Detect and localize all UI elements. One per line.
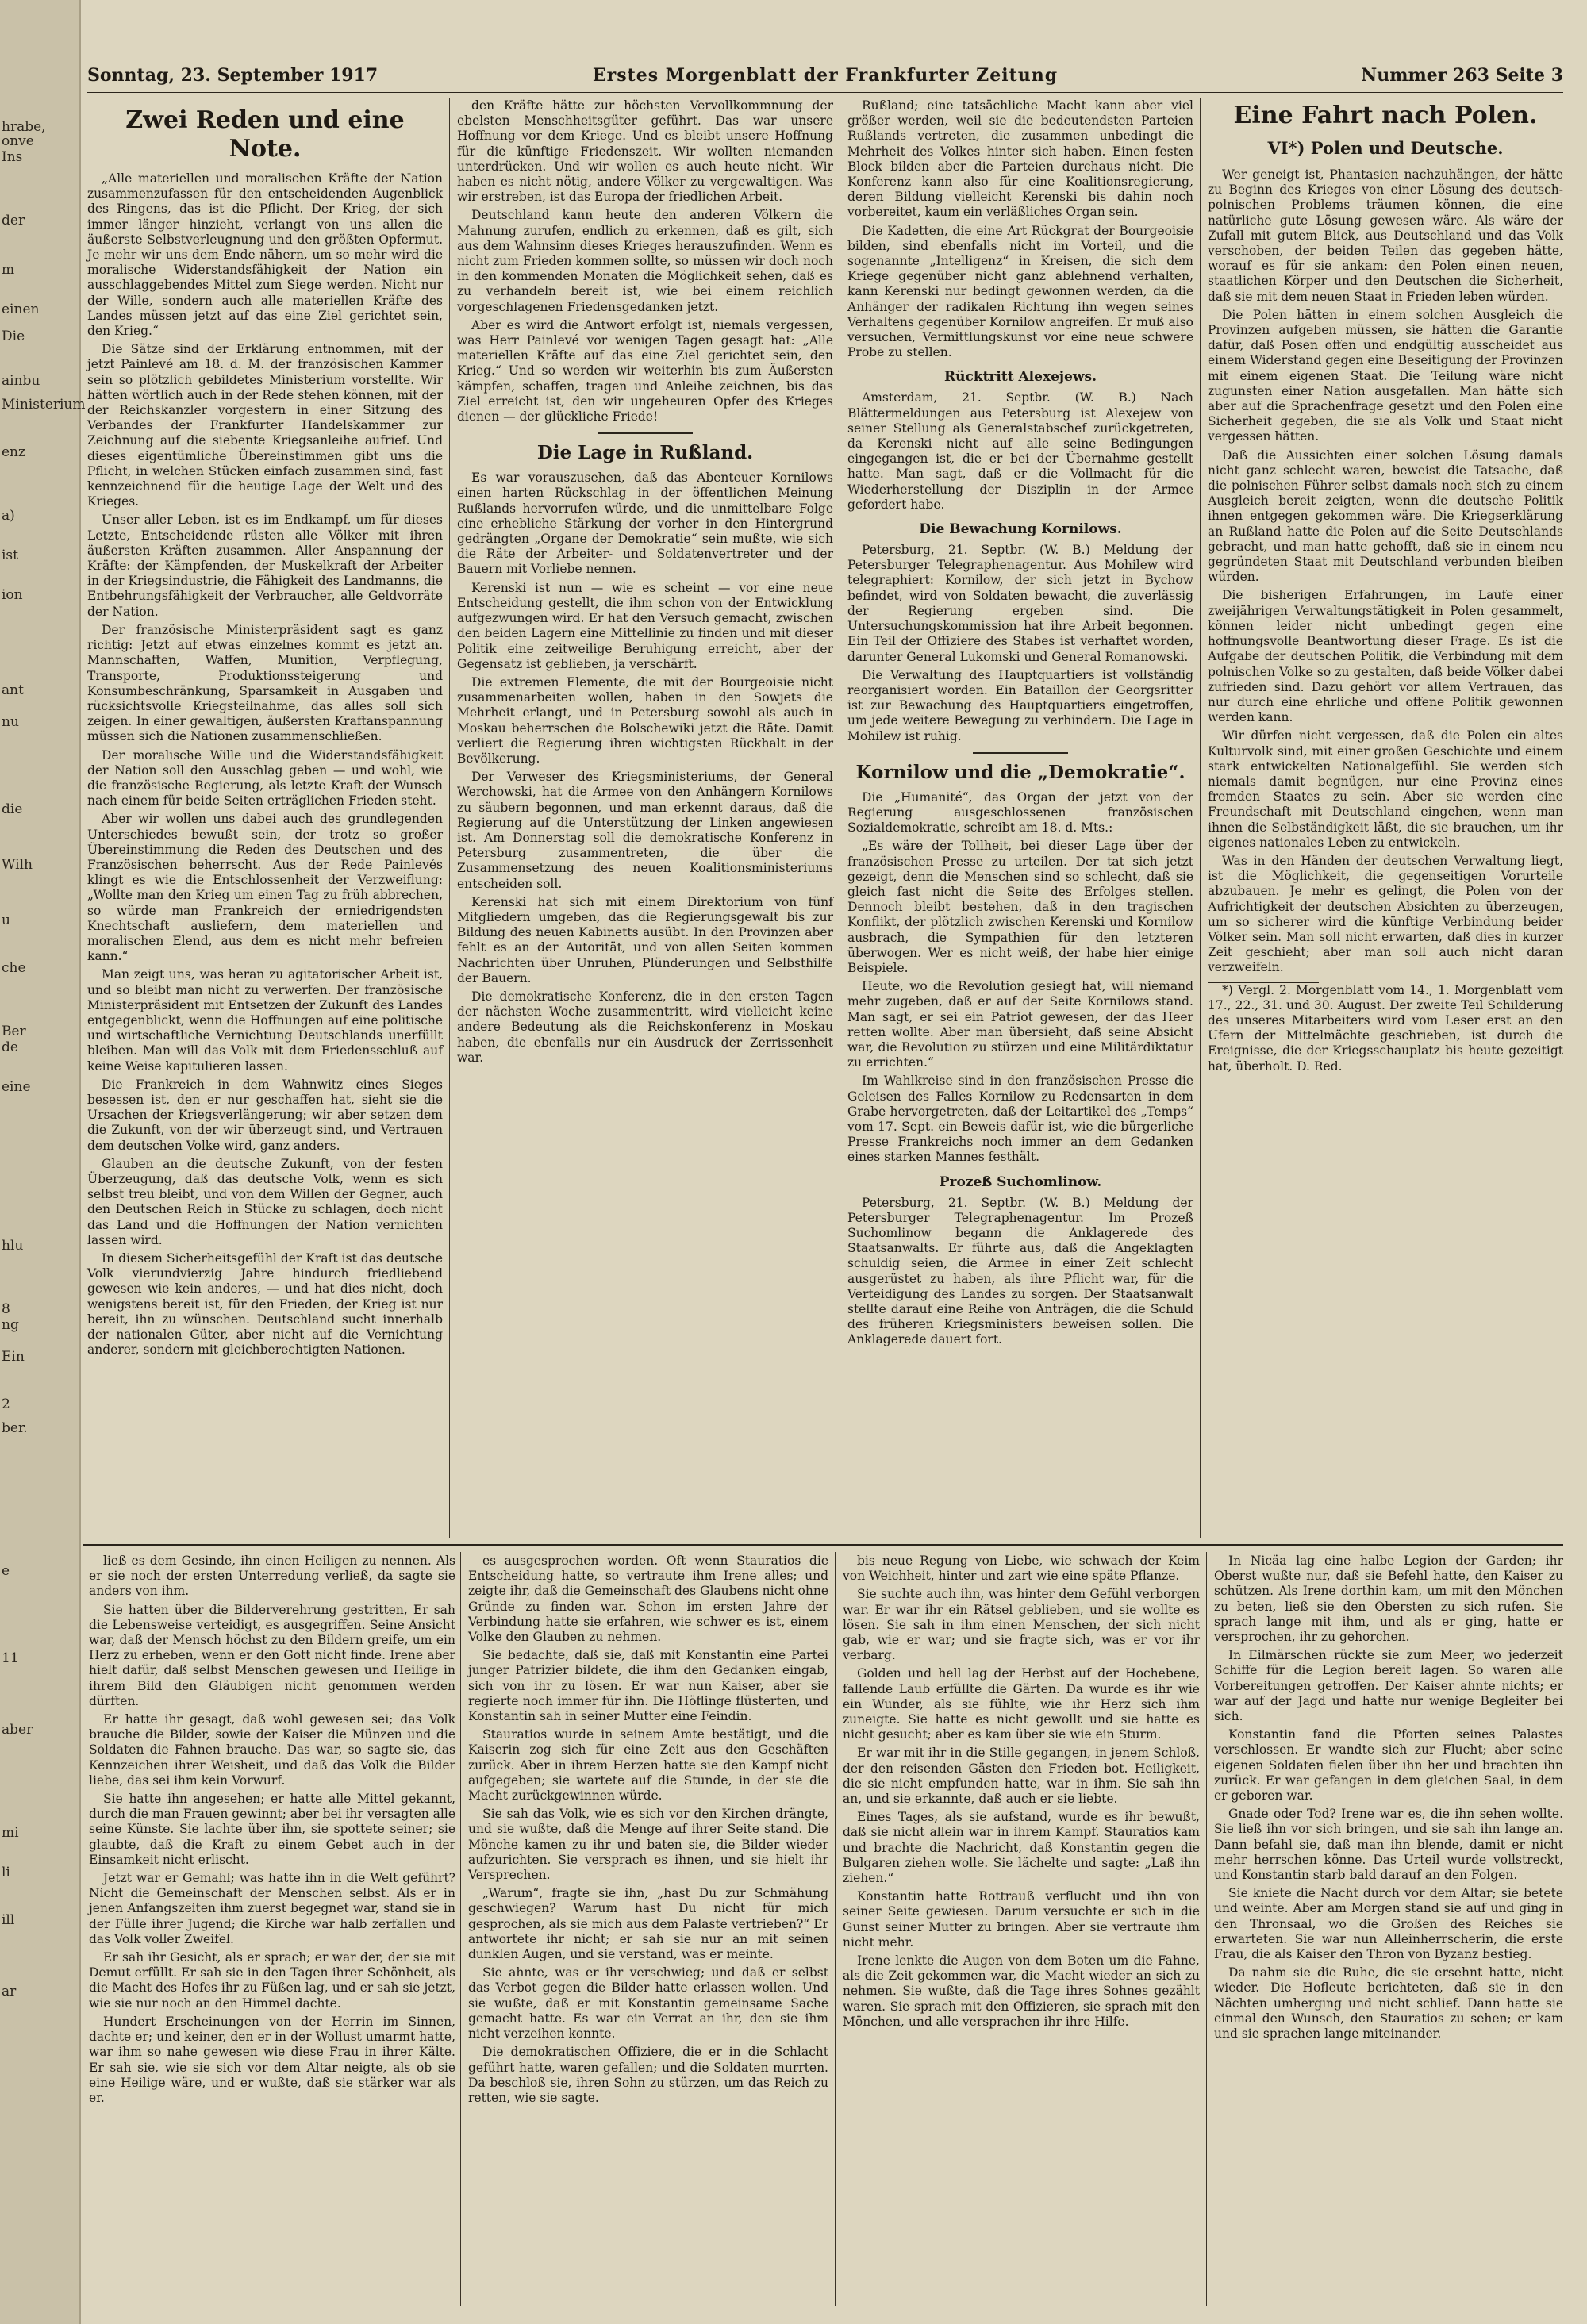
paragraph: Glauben an die deutsche Zukunft, von der festen Überzeugung, daß das deutsche Volk, wenn es sich selbst treu bleibt, und von dem Willen der Gegner, auch den Deutschen Reich in Stücke zu schlagen, doch nicht das Land und die Hoffnungen der Nation vernichten lassen wird. (87, 1156, 443, 1247)
page-header (87, 65, 1563, 94)
paragraph: Sie ahnte, was er ihr verschwieg; und daß er selbst das Verbot gegen die Bilder hatte erlassen wollen. Und sie wußte, daß er mit Konstantin gemeinsame Sache gemacht hatte. Es war ein Verrat an ihr, den sie ihm nicht verzeihen konnte. (468, 1965, 828, 2042)
paragraph: Die bisherigen Erfahrungen, im Laufe einer zweijährigen Verwaltungstätigkeit in Polen gesammelt, können leider nicht unbedingt gegen eine hoffnungsvolle Beantwortung dieser Frage. Es ist die Aufgabe der deutschen Politik, die Verbindung mit dem polnischen Volke so zu gestalten, daß beide Völker dabei zufrieden sind. Dazu gehört vor allem Vertrauen, das nur durch eine ehrliche und offene Politik gewonnen werden kann. (1208, 588, 1563, 725)
column-rule (449, 98, 450, 1538)
margin-fragment: Ministerium (2, 397, 86, 413)
paragraph: Gnade oder Tod? Irene war es, die ihn sehen wollte. Sie ließ ihn vor sich bringen, und sie sah ihn lange an. Dann befahl sie, daß man ihn blende, damit er nicht mehr herrschen könne. Das Urteil wurde vollstreckt, und Konstantin starb bald darauf an den Folgen. (1214, 1807, 1563, 1883)
margin-fragment: die (2, 801, 23, 817)
paragraph: Rußland; eine tatsächliche Macht kann aber viel größer werden, weil sie die bedeutendsten Parteien Rußlands vertreten, die zusammen unbedingt die Mehrheit des Volkes hinter sich haben. Einen festen Block bilden aber die Parteien durchaus nicht. Die Konferenz kann also für eine Koalitionsregierung, deren Bildung vielleicht Kerenski bis dahin noch vorbereitet, kaum ein verläßliches Organ sein. (847, 98, 1193, 220)
paragraph: Der Verweser des Kriegsministeriums, der General Werchowski, hat die Armee von den Anhängern Kornilows zu säubern begonnen, und man erkennt daraus, daß die Regierung auf die Unterstützung der Linken angewiesen ist. Am Donnerstag soll die demokratische Konferenz in Petersburg zusammentreten, die über die Zusammensetzung des neuen Koalitionsministeriums entscheiden soll. (457, 770, 833, 891)
footnote: *) Vergl. 2. Morgenblatt vom 14., 1. Morgenblatt vom 17., 22., 31. und 30. August. Der zweite Teil Schilderung des unseres Mitarbeiters wird vom Leser erst an den Ufern der Mittelmächte geschrieben, ist durch die Ereignisse, die der Kriegsschauplatz bis heute gezeitigt hat, überholt. D. Red. (1208, 982, 1563, 1074)
paragraph: Was in den Händen der deutschen Verwaltung liegt, ist die Möglichkeit, die gegenseitigen Vorurteile abzubauen. Je mehr es gelingt, die Polen von der Aufrichtigkeit der deutschen Absichten zu überzeugen, um so sicherer wird die künftige Verbindung beider Völker sein. Man soll nicht erwarten, daß dies in kurzer Zeit geschieht; aber man soll auch nicht daran verzweifeln. (1208, 853, 1563, 975)
margin-fragment: Wilh (2, 857, 33, 873)
section-heading: Die Bewachung Kornilows. (919, 521, 1122, 538)
paragraph: Kerenski ist nun — wie es scheint — vor eine neue Entscheidung gestellt, die ihm schon von der Entwicklung aufgezwungen wird. Er hat den Versuch gemacht, zwischen den beiden Lagern eine Mittellinie zu finden und mit dieser Politik eine zeitweilige Beruhigung erreicht, aber der Gegensatz ist geblieben, ja verschärft. (457, 580, 833, 671)
paragraph: Er hatte ihr gesagt, daß wohl gewesen sei; das Volk brauche die Bilder, sowie der Kaiser die Münzen und die Soldaten die Fahnen brauche. Das war, so sagte sie, das Kennzeichen ihrer Weisheit, und daß das Volk die Bilder liebe, das sei ihm kein Vorwurf. (89, 1712, 455, 1788)
paragraph: Eines Tages, als sie aufstand, wurde es ihr bewußt, daß sie nicht allein war in ihrem Kampf. Stauratios kam und brachte die Nachricht, daß Konstantin gegen die Bulgaren ziehen wolle. Sie lächelte und sagte: „Laß ihn ziehen.“ (843, 1810, 1200, 1886)
paragraph: In Eilmärschen rückte sie zum Meer, wo jederzeit Schiffe für die Legion bereit lagen. So waren alle Vorbereitungen getroffen. Der Kaiser ahnte nichts; er war auf der Jagd und hatte nur wenige Begleiter bei sich. (1214, 1648, 1563, 1724)
margin-fragment: u (2, 912, 10, 928)
article-body (847, 790, 1193, 1166)
paragraph: „Warum“, fragte sie ihn, „hast Du zur Schmähung geschwiegen? Warum hast Du nicht für mich gesprochen, als sie mich aus dem Palaste vertrieben?“ Er antwortete ihr nicht; er sah sie nur an mit seinen dunklen Augen, und sie verstand, was er meinte. (468, 1886, 828, 1962)
column-rule (1206, 1552, 1207, 2306)
paragraph: Die Verwaltung des Hauptquartiers ist vollständig reorganisiert worden. Ein Bataillon der Georgsritter ist zur Bewachung des Hauptquartiers eingetroffen, um jede weitere Bewegung zu verhindern. Die Lage in Mohilew ist ruhig. (847, 667, 1193, 743)
article-title: Eine Fahrt nach Polen. (1233, 102, 1538, 129)
paragraph: Amsterdam, 21. Septbr. (W. B.) Nach Blättermeldungen aus Petersburg ist Alexejew von seiner Stellung als Generalstabschef zurückgetreten, da Kerenski nicht auf alle seine Bedingungen eingegangen ist, die er bei der Übernahme gestellt hatte. Man sagt, daß er die Vollmacht für die Wiederherstellung der Disziplin in der Armee gefordert habe. (847, 390, 1193, 512)
margin-fragment: ion (2, 587, 23, 603)
header-date: Sonntag, 23. September 1917 (87, 65, 378, 86)
column-rule (1200, 98, 1201, 1538)
margin-fragment: ng (2, 1317, 19, 1333)
section-heading: Prozeß Suchomlinow. (939, 1174, 1102, 1190)
article-body (87, 171, 443, 1358)
margin-fragment: eine (2, 1079, 31, 1095)
margin-fragment: e (2, 1563, 10, 1579)
article-subtitle: VI*) Polen und Deutsche. (1267, 138, 1504, 158)
article-body (457, 471, 833, 1066)
margin-fragment: li (2, 1865, 10, 1880)
paragraph: Wer geneigt ist, Phantasien nachzuhängen, der hätte zu Beginn des Krieges von einer Lösung des deutsch-polnischen Problems träumen können, die eine natürliche gute Lösung gewesen wäre. Als wäre der Zufall mit gutem Blick, aus Deutschland und das Volk verschoben, der beiden Teilen das gegeben hätte, worauf es für sie ankam: den Polen einen neuen, staatlichen Körper und den Deutschen die Sicherheit, daß sie mit dem neuen Staat in Frieden leben würden. (1208, 167, 1563, 304)
margin-fragment: ar (2, 1984, 17, 1999)
paragraph: Unser aller Leben, ist es im Endkampf, um für dieses Letzte, Entscheidende rüsten alle Völker mit ihren äußersten Kräften zusammen. Aller Anspannung der Kräfte: der Kämpfenden, der Muskelkraft der Arbeiter in der Kriegsindustrie, die Fähigkeit des Landmanns, die Entbehrungsfähigkeit der Verbraucher, alle Geldvorräte der Nation. (87, 513, 443, 619)
paragraph: Die Sätze sind der Erklärung entnommen, mit der jetzt Painlevé am 18. d. M. der französischen Kammer sein so plötzlich gebildetes Ministerium vorstellte. Wir hätten wörtlich auch in der Rede stehen können, mit der der Reichskanzler vorgestern in einer Sitzung des Verbandes der Frankfurter Handelskammer zur Zeichnung auf die siebente Kriegsanleihe aufrief. Und dieses eigentümliche Übereinstimmen gibt uns die Pflicht, in welchen Stücken einfach zusammen sind, fast kennzeichnend für die heutige Lage der Welt und des Krieges. (87, 342, 443, 509)
feuilleton-column-3 (843, 1554, 1200, 2306)
paragraph: Aber es wird die Antwort erfolgt ist, niemals vergessen, was Herr Painlevé vor wenigen Tagen gesagt hat: „Alle materiellen Kräfte auf das eine Ziel gerichtet sein, den Krieg.“ Und so werden wir weiterhin bis zum Äußersten kämpfen, schaffen, tragen und Anleihe zeichnen, bis das Ziel erreicht ist, den wir ungeheuren Opfer des Krieges dienen — der glückliche Friede! (457, 317, 833, 424)
paragraph: Daß die Aussichten einer solchen Lösung damals nicht ganz schlecht waren, beweist die Tatsache, daß die polnischen Führer selbst damals noch sich zu einem Ausgleich bereit zeigten, wenn die deutsche Politik ihnen entgegen gekommen wäre. Die Kriegserklärung an Rußland hatte die Polen auf die Seite Deutschlands gebracht, und man hatte gehofft, daß sie in einem neu gegründeten Staat mit Deutschland verbunden bleiben würden. (1208, 448, 1563, 585)
paragraph: Sie kniete die Nacht durch vor dem Altar; sie betete und weinte. Aber am Morgen stand sie auf und ging in den Thronsaal, wo die Großen des Reiches sie erwarteten. Sie war nun Alleinherrscherin, die erste Frau, die als Kaiser den Thron von Byzanz bestieg. (1214, 1886, 1563, 1962)
margin-fragment: Die (2, 328, 25, 344)
paragraph: Die Kadetten, die eine Art Rückgrat der Bourgeoisie bilden, sind ebenfalls nicht im Vorteil, und die sogenannte „Intelligenz“ in Kreisen, die sich dem Kriege gegenüber nicht ganz ablehnend verhalten, kann Kerenski nur bedingt gewonnen werden, da die Anhänger der radikalen Richtung ihn wegen seines Verhaltens gegenüber Kornilow angreifen. Er muß also versuchen, Vermittlungskunst vor eine neue schwere Probe zu stellen. (847, 223, 1193, 360)
paragraph: es ausgesprochen worden. Oft wenn Stauratios die Entscheidung hatte, so vertraute ihm Irene alles; und zeigte ihr, daß die Gemeinschaft des Glaubens nicht ohne Gründe zu finden war. Schon im ersten Jahre der Verbindung hatte sie erfahren, wie schwer es ist, einem Volke den Glauben zu nehmen. (468, 1554, 828, 1645)
margin-fragment: 2 (2, 1396, 10, 1412)
paragraph: Sie hatten über die Bilderverehrung gestritten, Er sah die Lebensweise verteidigt, es ausgegriffen. Seine Ansicht war, daß der Mensch höchst zu den Bildern greife, um ein Herz zu erheben, wenn er den Gott nicht finde. Irene aber hielt dafür, daß selbst Menschen gewesen und Heilige in ihrem Bild den Gläubigen nicht genommen werden dürften. (89, 1602, 455, 1708)
paragraph: Hundert Erscheinungen von der Herrin im Sinnen, dachte er; und keiner, den er in der Wollust umarmt hatte, war ihm so nahe gewesen wie diese Frau in ihrer Kälte. Er sah sie, wie sie sich vor dem Altar neigte, als ob sie eine Heilige wäre, und er wußte, daß sie stärker war als er. (89, 2014, 455, 2105)
feuilleton-column-4 (1214, 1554, 1563, 2306)
margin-fragment: ber. (2, 1420, 28, 1436)
margin-fragment: ill (2, 1912, 15, 1928)
paragraph: Er sah ihr Gesicht, als er sprach; er war der, der sie mit Demut erfüllt. Er sah sie in den Tagen ihrer Schönheit, als die Macht des Hofes ihr zu Füßen lag, und er sah sie jetzt, wie sie nur noch an den Himmel dachte. (89, 1950, 455, 2011)
section-divider (598, 432, 693, 434)
paragraph: den Kräfte hätte zur höchsten Vervollkommnung der ebelsten Menschheitsgüter geführt. Das war unsere Hoffnung vor dem Kriege. Und es bleibt unsere Hoffnung für die künftige Friedenszeit. Wir wollten niemanden unterdrücken. Und wir wollen es auch heute nicht. Wir haben es nicht nötig, andere Völker zu vergewaltigen. Was wir erstreben, ist das Europa der friedlichen Arbeit. (457, 98, 833, 205)
paragraph: „Es wäre der Tollheit, bei dieser Lage über der französischen Presse zu urteilen. Der tat sich jetzt gezeigt, denn die Menschen sind so schlecht, daß sie gleich fast nicht die Seite des Erfolges stellen. Dennoch bleibt bestehen, daß in den tragischen Konflikt, der plötzlich zwischen Kerenski und Kornilow ausbrach, die Sympathien für den letzteren überwogen. Wer es nicht weiß, der habe hier einige Beispiele. (847, 839, 1193, 975)
margin-fragment: onve (2, 133, 34, 149)
article-body (1208, 167, 1563, 976)
paragraph: Konstantin fand die Pforten seines Palastes verschlossen. Er wandte sich zur Flucht; aber seine eigenen Soldaten fielen über ihn her und brachten ihn zurück. Er war gefangen in dem gleichen Saal, in dem er geboren war. (1214, 1727, 1563, 1804)
margin-fragment: 8 (2, 1301, 10, 1317)
paragraph: Die Polen hätten in einem solchen Ausgleich die Provinzen aufgeben müssen, sie hätten die Garantie dafür, daß Posen offen und endgültig ausscheidet aus einem Widerstand gegen eine Beseitigung der Provinzen mit einem eigenen Staat. Die Teilung wäre nicht zugunsten einer Nation ausgefallen. Man hätte sich aber auf die Sprachenfrage gesetzt und den Polen eine Sicherheit gegeben, die sie als Volk und Staat nicht vergessen hätten. (1208, 307, 1563, 444)
paragraph: Irene lenkte die Augen von dem Boten um die Fahne, als die Zeit gekommen war, die Macht wieder an sich zu nehmen. Sie wußte, daß die Tage ihres Sohnes gezählt waren. Sie sprach mit den Offizieren, sie sprach mit den Mönchen, und alle versprachen ihr ihre Hilfe. (843, 1953, 1200, 2029)
column-rule (460, 1552, 461, 2306)
paragraph: Im Wahlkreise sind in den französischen Presse die Geleisen des Falles Kornilow zu Redensarten in dem Grabe hervorgetreten, daß der Leitartikel des „Temps“ vom 17. Sept. ein Beweis dafür ist, wie die bürgerliche Presse Frankreichs noch immer an dem Gedanken eines starken Mannes festhält. (847, 1074, 1193, 1165)
paragraph: Konstantin hatte Rottrauß verflucht und ihn von seiner Seite gewiesen. Darum versuchte er sich in die Gunst seiner Mutter zu bringen. Aber sie vertraute ihm nicht mehr. (843, 1889, 1200, 1949)
margin-fragment: nu (2, 714, 19, 730)
paragraph: Der französische Ministerpräsident sagt es ganz richtig: Jetzt auf etwas einzelnes kommt es jetzt an. Mannschaften, Waffen, Munition, Verpflegung, Transporte, Produktionssteigerung und Konsumbeschränkung, Sparsamkeit in Ausgaben und rücksichtsvolle Kriegsteilnahme, das alles soll sich zeigen. In einer gewaltigen, äußersten Kraftanspannung müssen sich die Nationen zusammenschließen. (87, 622, 443, 744)
header-paper-title: Erstes Morgenblatt der Frankfurter Zeitung (592, 65, 1059, 86)
paragraph: Kerenski hat sich mit einem Direktorium von fünf Mitgliedern umgeben, das die Regierungsgewalt bis zur Bildung des neuen Kabinetts ausübt. In den Provinzen aber fehlt es an der Autorität, und von allen Seiten kommen Nachrichten über Unruhen, Plünderungen und Selbsthilfe der Bauern. (457, 894, 833, 985)
paragraph: Deutschland kann heute den anderen Völkern die Mahnung zurufen, endlich zu erkennen, daß es gilt, sich aus dem Wahnsinn dieses Krieges herauszufinden. Wenn es nicht zum Frieden kommen sollte, so müssen wir doch noch in den kommenden Monaten die Möglichkeit sehen, daß es zu verhandeln bereit ist, wie bei einem reichlich vorgeschlagenen Friedensgedanken jetzt. (457, 208, 833, 314)
margin-fragment: che (2, 960, 26, 976)
paragraph: Sie suchte auch ihn, was hinter dem Gefühl verborgen war. Er war ihr ein Rätsel geblieben, und sie wollte es lösen. Sie sah in ihm einen Menschen, der sich nicht gab, wie er war; und sie fragte sich, was er vor ihr verbarg. (843, 1587, 1200, 1663)
margin-fragment: ainbu (2, 373, 40, 389)
margin-fragment: hlu (2, 1238, 24, 1254)
paragraph: Die demokratischen Offiziere, die er in die Schlacht geführt hatte, waren gefallen; und die Soldaten murrten. Da beschloß sie, ihren Sohn zu stürzen, um das Reich zu retten, wie sie sagte. (468, 2045, 828, 2105)
margin-fragment: 11 (2, 1650, 19, 1666)
paragraph: Die extremen Elemente, die mit der Bourgeoisie nicht zusammenarbeiten wollen, haben in den Sowjets die Mehrheit erlangt, und in Petersburg sowohl als auch in Moskau beherrschen die Bolschewiki jetzt die Räte. Damit verliert die Regierung ihren wichtigsten Rückhalt in der Bevölkerung. (457, 674, 833, 766)
paragraph: „Alle materiellen und moralischen Kräfte der Nation zusammenzufassen für den entscheidenden Augenblick des Ringens, das ist die Pflicht. Der Krieg, der sich immer länger hinzieht, verlangt von uns allen die äußerste Selbstverleugnung und den größten Opfermut. Je mehr wir uns dem Ende nähern, um so mehr wird die moralische Widerstandsfähigkeit der Nation ein ausschlaggebendes Mittel zum Siege werden. Nicht nur der Wille, sondern auch alle materiellen Kräfte des Landes müssen jetzt auf das eine Ziel gerichtet sein, den Krieg.“ (87, 171, 443, 339)
header-page-number: Nummer 263 Seite 3 (1361, 65, 1563, 86)
section-divider (973, 752, 1068, 754)
paragraph: Er war mit ihr in die Stille gegangen, in jenem Schloß, der den reisenden Gästen den Frieden bot. Heiligkeit, die sie nicht empfunden hatte, war in ihm. Sie sah ihn an, und sie erkannte, daß auch er sie liebte. (843, 1746, 1200, 1807)
margin-fragment: der (2, 213, 25, 229)
paragraph: Es war vorauszusehen, daß das Abenteuer Kornilows einen harten Rückschlag in der öffentlichen Meinung Rußlands hervorrufen würde, und die unmittelbare Folge eine erhebliche Stärkung der vorher in den Hintergrund gedrängten „Organe der Demokratie“ sein mußte, wie sich die Räte der Arbeiter- und Soldatenvertreter und der Bauern mit Vorliebe nennen. (457, 471, 833, 577)
article-title: Zwei Reden und eine Note. (125, 106, 405, 163)
paragraph: Aber wir wollen uns dabei auch des grundlegenden Unterschiedes bewußt sein, der trotz so großer Übereinstimmung die Reden des Deutschen und des Französischen beherrscht. Aus der Rede Painlevés klingt es wie die Entschlossenheit der Verzweiflung: „Wollte man den Krieg um einen Tag zu früh abbrechen, so würde man Frankreich der erniedrigendsten Knechtschaft ausliefern, dem materiellen und moralischen Elend, aus dem es nicht mehr befreien kann.“ (87, 812, 443, 964)
paragraph: Sie bedachte, daß sie, daß mit Konstantin eine Partei junger Patrizier bildete, die ihm den Gedanken eingab, sich von ihr zu lösen. Er war nun Kaiser, aber sie regierte noch immer für ihn. Die Höflinge flüsterten, und Konstantin sah in seiner Mutter eine Feindin. (468, 1648, 828, 1724)
feuilleton-column-1 (89, 1554, 455, 2306)
column-2 (457, 98, 833, 1538)
paragraph: Stauratios wurde in seinem Amte bestätigt, und die Kaiserin zog sich für eine Zeit aus den Geschäften zurück. Aber in ihrem Herzen hatte sie den Kampf nicht aufgegeben; sie wartete auf die Stunde, in der sie die Macht zurückgewinnen würde. (468, 1727, 828, 1804)
feuilleton-column-2 (468, 1554, 828, 2306)
margin-fragment: Ein (2, 1349, 25, 1365)
paragraph: Petersburg, 21. Septbr. (W. B.) Meldung der Petersburger Telegraphenagentur. Aus Mohilew wird telegraphiert: Kornilow, der sich jetzt in Bychow befindet, wird von Soldaten bewacht, die zuverlässig der Regierung ergeben sind. Die Untersuchungskommission hat ihre Arbeit begonnen. Ein Teil der Offiziere des Stabes ist verhaftet worden, darunter General Lukomski und General Romanowski. (847, 543, 1193, 664)
margin-fragment: einen (2, 302, 40, 317)
column-rule (835, 1552, 836, 2306)
margin-fragment: enz (2, 444, 25, 460)
margin-fragment: ist (2, 547, 18, 563)
margin-fragment: mi (2, 1825, 19, 1841)
paragraph: In Nicäa lag eine halbe Legion der Garden; ihr Oberst wußte nur, daß sie Befehl hatte, den Kaiser zu schützen. Als Irene dorthin kam, um mit den Mönchen zu beten, ließ sie den Obersten zu sich rufen. Sie sprach lange mit ihm, und als er ging, hatte er versprochen, ihr zu gehorchen. (1214, 1554, 1563, 1645)
paragraph: Der moralische Wille und die Widerstandsfähigkeit der Nation soll den Ausschlag geben — und wohl, wie die französische Regierung, als letzte Kraft der Wunsch nach einem für beide Seiten erträglichen Frieden steht. (87, 747, 443, 809)
margin-fragment: a) (2, 508, 15, 524)
margin-fragment: aber (2, 1722, 33, 1738)
column-4 (1208, 98, 1563, 1538)
paragraph: Da nahm sie die Ruhe, die sie ersehnt hatte, nicht wieder. Die Hofleute berichteten, daß sie in den Nächten umherging und nicht schlief. Dann hatte sie einmal den Wunsch, den Stauratios zu sehen; er kam und sie sprachen lange miteinander. (1214, 1965, 1563, 2042)
paragraph: Man zeigt uns, was heran zu agitatorischer Arbeit ist, und so bleibt man nicht zu verwerfen. Der französische Ministerpräsident mit Entsetzen der Zukunft des Landes entgegenblickt, wenn die Hoffnungen auf eine politische und wirtschaftliche Vernichtung Deutschlands unerfüllt bleiben. Man will das Volk mit dem Friedensschluß auf keine Weise kapitulieren lassen. (87, 967, 443, 1074)
paragraph: Petersburg, 21. Septbr. (W. B.) Meldung der Petersburger Telegraphenagentur. Im Prozeß Suchomlinow begann die Anklagerede des Staatsanwalts. Er führte aus, daß die Angeklagten schuldig seien, die Armee in einer Zeit schlecht ausgerüstet zu haben, als ihre Pflicht war, für die Verteidigung des Landes zu sorgen. Der Staatsanwalt stellte darauf eine Reihe von Anträgen, die die Schuld des früheren Kriegsministers beweisen sollen. Die Anklagerede dauert fort. (847, 1195, 1193, 1347)
section-heading: Rücktritt Alexejews. (943, 369, 1097, 386)
margin-fragment: Ins (2, 149, 23, 165)
adjacent-page-margin (0, 0, 86, 2324)
article-title: Die Lage in Rußland. (536, 442, 754, 464)
margin-fragment: m (2, 262, 15, 278)
column-3 (847, 98, 1193, 1538)
paragraph: Die Frankreich in dem Wahnwitz eines Sieges besessen ist, den er nur geschaffen hat, sieht sie die Ursachen der Kriegsverlängerung; wir aber setzen dem die Zukunft, von der wir überzeugt sind, und Vertrauen dem deutschen Volke wird, ganz anders. (87, 1077, 443, 1153)
paragraph: Golden und hell lag der Herbst auf der Hochebene, fallende Laub erfüllte die Gärten. Da wurde es ihr wie ein Wunder, als sie fühlte, wie ihr Herz sich ihm zuneigte. Sie hatte es nicht gewollt und sie hatte es nicht gesucht; aber es kam über sie wie ein Sturm. (843, 1666, 1200, 1742)
paragraph: Sie sah das Volk, wie es sich vor den Kirchen drängte, und sie wußte, daß die Menge auf ihrer Seite stand. Die Mönche kamen zu ihr und baten sie, die Bilder wieder aufzurichten. Sie versprach es ihnen, und sie hielt ihr Versprechen. (468, 1807, 828, 1883)
margin-fragment: hrabe, (2, 119, 46, 135)
margin-fragment: ant (2, 682, 24, 698)
margin-fragment: de (2, 1039, 18, 1055)
article-title: Kornilow und die „Demokratie“. (855, 761, 1185, 783)
paragraph: Die „Humanité“, das Organ der jetzt von der Regierung ausgeschlossenen französischen Sozialdemokratie, schreibt am 18. d. Mts.: (847, 789, 1193, 835)
paragraph: ließ es dem Gesinde, ihn einen Heiligen zu nennen. Als er sie noch der ersten Unterredung verließ, da sagte sie anders von ihm. (89, 1554, 455, 1599)
paragraph: Jetzt war er Gemahl; was hatte ihn in die Welt geführt? Nicht die Gemeinschaft der Menschen selbst. Als er in jenen Anfangszeiten ihm zuerst begegnet war, stand sie in der Fülle ihrer Jugend; die Kirche war halb zerfallen und das Volk voller Zweifel. (89, 1871, 455, 1946)
paragraph: Die demokratische Konferenz, die in den ersten Tagen der nächsten Woche zusammentritt, wird vielleicht keine andere Bedeutung als die Reichskonferenz in Moskau haben, die ebenfalls nur ein Ausdruck der Zerrissenheit war. (457, 989, 833, 1065)
margin-fragment: Ber (2, 1024, 26, 1039)
paragraph: bis neue Regung von Liebe, wie schwach der Keim von Weichheit, hinter und zart wie eine späte Pflanze. (843, 1554, 1200, 1584)
feuilleton-rule (83, 1544, 1563, 1546)
column-1 (87, 103, 443, 1538)
paragraph: In diesem Sicherheitsgefühl der Kraft ist das deutsche Volk vierundvierzig Jahre hindurch friedliebend gewesen wie kein anderes, — und hat dies nicht, doch wenigstens bereit ist, für den Frieden, der Krieg ist nur bereit, ihn zu wünschen. Deutschland sucht innerhalb der nationalen Güter, aber nicht auf die Vernichtung anderer, sondern mit gleichberechtigten Nationen. (87, 1251, 443, 1358)
paragraph: Wir dürfen nicht vergessen, daß die Polen ein altes Kulturvolk sind, mit einer großen Geschichte und einem stark entwickelten Nationalgefühl. Sie werden sich niemals damit begnügen, nur eine Provinz eines fremden Staates zu sein. Aber sie werden eine Freundschaft mit Deutschland eingehen, wenn man ihnen die Selbständigkeit läßt, die sie brauchen, um ihr eigenes nationales Leben zu entwickeln. (1208, 728, 1563, 850)
paragraph: Heute, wo die Revolution gesiegt hat, will niemand mehr zugeben, daß er auf der Seite Kornilows stand. Man sagt, er sei ein Patriot gewesen, der das Heer retten wollte. Aber man übersieht, daß seine Absicht war, die Revolution zu stürzen und eine Militärdiktatur zu errichten.“ (847, 979, 1193, 1070)
article-body (457, 98, 833, 424)
article-body (847, 98, 1193, 360)
paragraph: Sie hatte ihn angesehen; er hatte alle Mittel gekannt, durch die man Frauen gewinnt; aber bei ihr versagten alle seine Künste. Sie lachte über ihn, sie spottete seiner; sie glaubte, daß die Kraft zu einem Gebet auch in der Einsamkeit nicht erlischt. (89, 1792, 455, 1867)
